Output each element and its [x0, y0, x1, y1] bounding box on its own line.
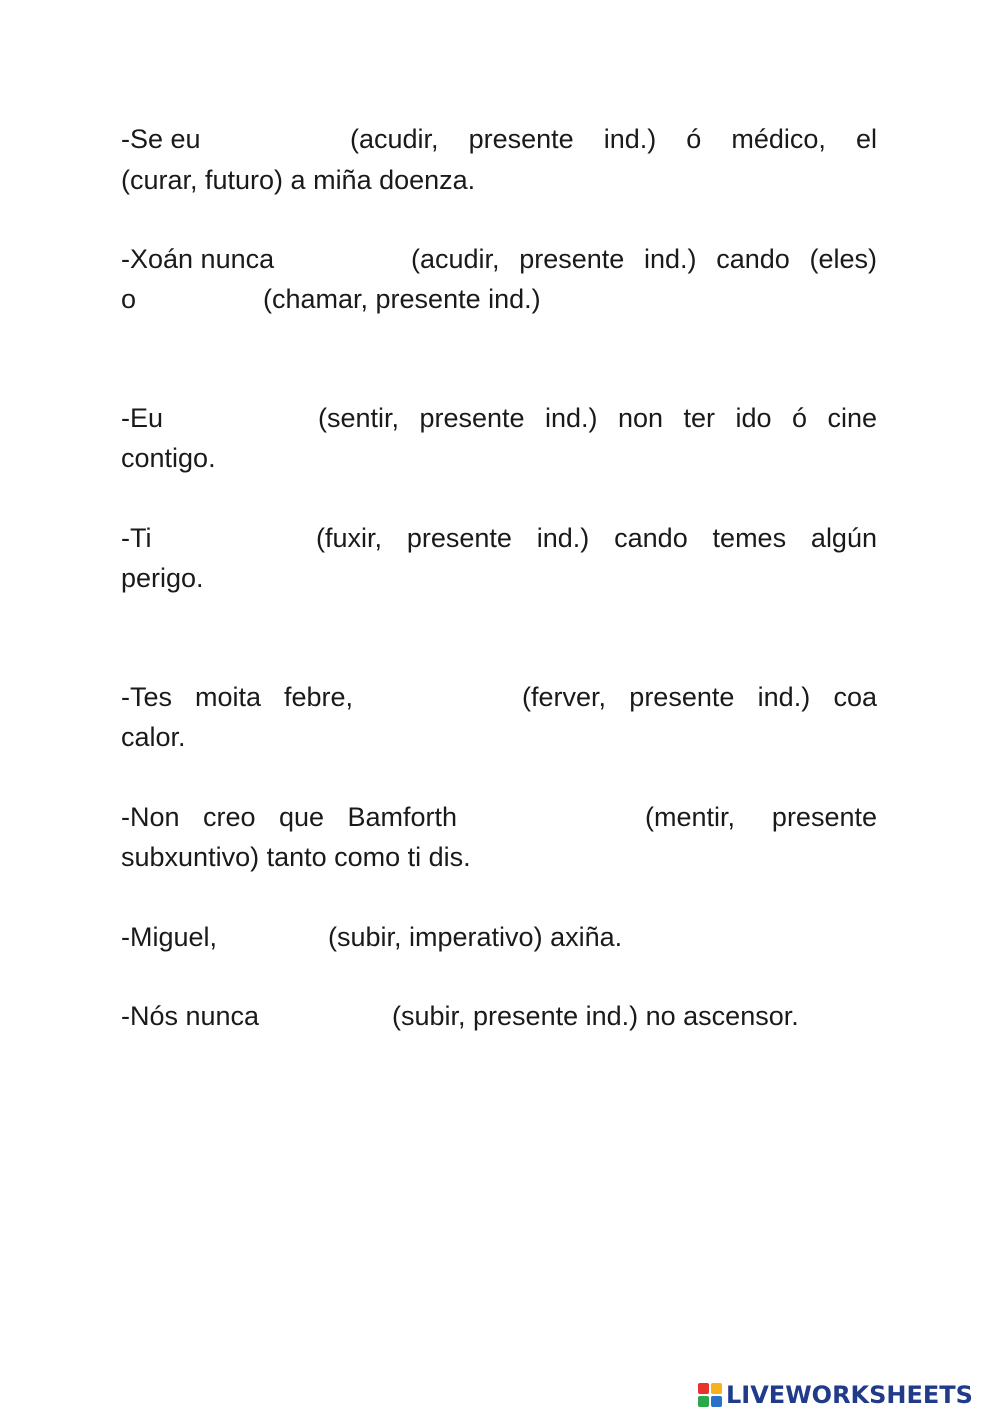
- exercise-1-line-1: [121, 119, 877, 159]
- exercise-3-clue: (sentir, presente ind.) non ter ido ó cine: [318, 403, 877, 433]
- exercise-4-text-before: -Ti: [121, 523, 152, 553]
- exercise-3-line-2: [121, 438, 877, 478]
- exercise-2-line-2: [121, 279, 877, 319]
- exercise-4-text-after: [316, 518, 877, 558]
- liveworksheets-logo-text: LIVEWORKSHEETS: [726, 1381, 973, 1409]
- exercise-2-text-after: [411, 239, 877, 279]
- exercise-6-line-2: [121, 837, 877, 877]
- exercise-4-line-2: [121, 558, 877, 598]
- exercise-6-clue: (mentir, presente: [645, 802, 877, 832]
- exercise-1-clue: (acudir, presente ind.) ó médico, el: [350, 124, 877, 154]
- exercise-5-line-2-text: calor.: [121, 722, 186, 752]
- exercise-2-line-1: [121, 239, 877, 279]
- logo-mark-i: [711, 1383, 722, 1394]
- exercise-5-text-after: [522, 677, 877, 717]
- exercise-6-text-after: [645, 797, 877, 837]
- exercise-2-clue: (acudir, presente ind.) cando (eles): [411, 244, 877, 274]
- exercise-3-text-before: -Eu: [121, 403, 164, 433]
- exercise-4-line-2-text: perigo.: [121, 563, 204, 593]
- exercise-7-text-before: -Miguel,: [121, 922, 218, 952]
- exercise-6-before-text: -Non creo que Bamforth: [121, 802, 457, 832]
- exercise-4-line-1: [121, 518, 877, 558]
- exercise-3-line-2-text: contigo.: [121, 443, 216, 473]
- exercise-2-line-2-before: o: [121, 284, 137, 314]
- exercise-5-before-text: -Tes moita febre,: [121, 682, 353, 712]
- exercise-5-line-2: [121, 717, 877, 757]
- exercise-5-clue: (ferver, presente ind.) coa: [522, 682, 877, 712]
- exercise-1-line-2-text: (curar, futuro) a miña doenza.: [121, 165, 476, 195]
- exercise-5-text-before: [121, 677, 353, 717]
- liveworksheets-logo-icon: [698, 1383, 722, 1407]
- exercise-2-line-2-after: (chamar, presente ind.): [263, 284, 541, 314]
- exercise-1-line-2: [121, 160, 877, 200]
- exercise-8-text-after: (subir, presente ind.) no ascensor.: [392, 1001, 799, 1031]
- exercise-6-line-2-text: subxuntivo) tanto como ti dis.: [121, 842, 471, 872]
- exercise-4-clue: (fuxir, presente ind.) cando temes algún: [316, 523, 877, 553]
- exercise-1-text-after: [350, 119, 877, 159]
- liveworksheets-logo: [698, 1377, 973, 1413]
- exercise-6-line-1: [121, 797, 877, 837]
- exercise-3-line-1: [121, 398, 877, 438]
- exercise-5-line-1: [121, 677, 877, 717]
- exercise-6-text-before: [121, 797, 457, 837]
- exercise-2-text-before: -Xoán nunca: [121, 244, 275, 274]
- exercise-8-text-before: -Nós nunca: [121, 1001, 260, 1031]
- exercise-3-text-after: [318, 398, 877, 438]
- logo-mark-e: [711, 1396, 722, 1407]
- exercise-7-line-1: [121, 917, 877, 957]
- exercise-8-line-1: [121, 996, 877, 1036]
- logo-mark-l: [698, 1383, 709, 1394]
- exercise-7-text-after: (subir, imperativo) axiña.: [328, 922, 623, 952]
- exercise-1-text-before: -Se eu: [121, 124, 201, 154]
- logo-mark-v: [698, 1396, 709, 1407]
